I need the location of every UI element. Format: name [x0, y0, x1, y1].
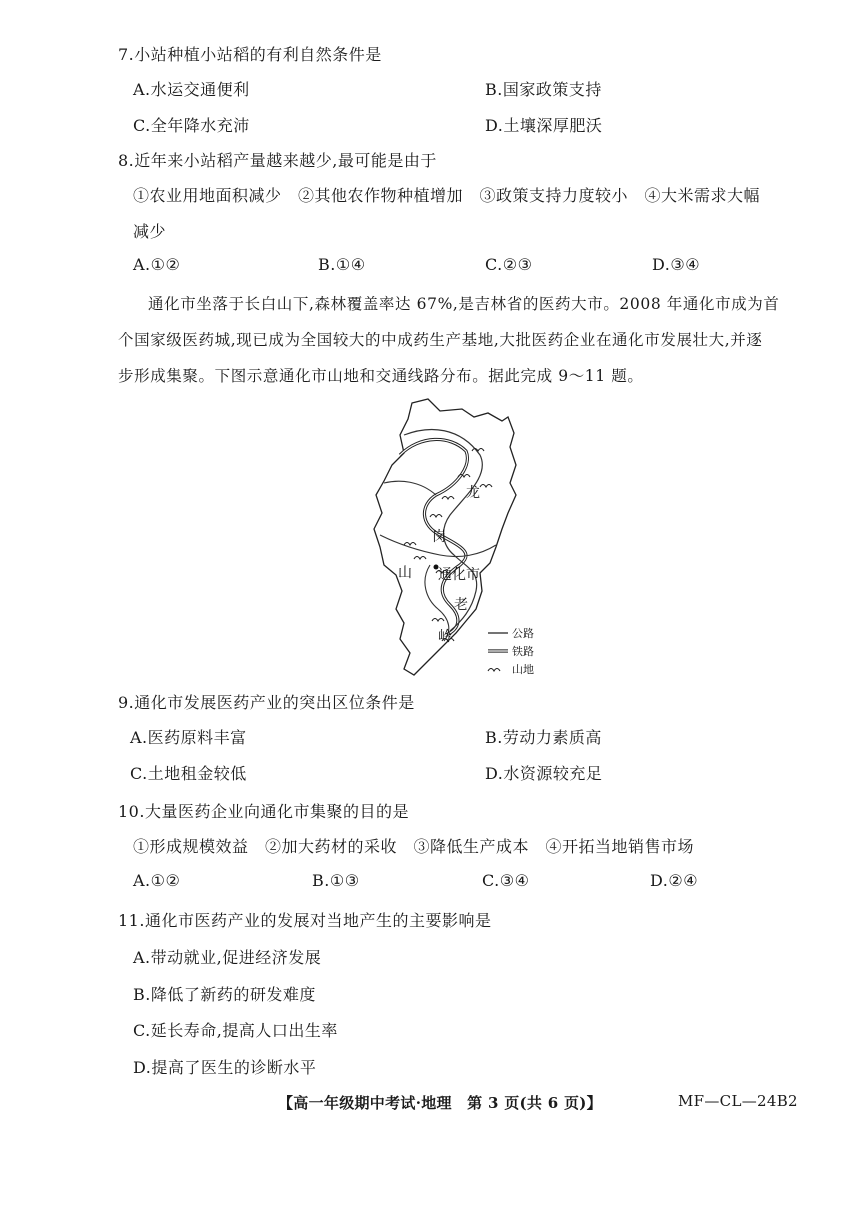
question-10-statements: ①形成规模效益 ②加大药材的采收 ③降低生产成本 ④开拓当地销售市场 [133, 837, 695, 856]
question-8-statements-line2: 减少 [133, 222, 167, 241]
question-11-option-b[interactable]: B.降低了新药的研发难度 [133, 985, 316, 1004]
page-footer-title: 【高一年级期中考试·地理 第 3 页(共 6 页)】 [278, 1094, 602, 1112]
question-8-option-d[interactable]: D.③④ [652, 255, 701, 274]
question-8-stem: 8.近年来小站稻产量越来越少,最可能是由于 [118, 151, 437, 170]
question-9-option-d[interactable]: D.水资源较充足 [485, 764, 603, 783]
question-7-option-d[interactable]: D.土壤深厚肥沃 [485, 116, 603, 135]
question-10-stem: 10.大量医药企业向通化市集聚的目的是 [118, 802, 409, 821]
passage-line-3: 步形成集聚。下图示意通化市山地和交通线路分布。据此完成 9～11 题。 [118, 367, 644, 385]
map-label-shan: 山 [398, 565, 412, 581]
road-line-4 [384, 481, 436, 495]
question-10-option-d[interactable]: D.②④ [650, 871, 699, 890]
question-11-option-c[interactable]: C.延长寿命,提高人口出生率 [133, 1021, 338, 1040]
question-9-option-b[interactable]: B.劳动力素质高 [485, 728, 602, 747]
question-7-stem: 7.小站种植小站稻的有利自然条件是 [118, 45, 382, 64]
legend-mountain-symbol [488, 669, 500, 672]
question-11-option-a[interactable]: A.带动就业,促进经济发展 [133, 948, 322, 967]
map-legend [488, 627, 534, 676]
passage-line-2: 个国家级医药城,现已成为全国较大的中成药生产基地,大批医药企业在通化市发展壮大,并逐 [118, 331, 763, 349]
legend-mountain-label: 山地 [512, 663, 534, 676]
question-8-statements-line1: ①农业用地面积减少 ②其他农作物种植增加 ③政策支持力度较小 ④大米需求大幅 [133, 186, 761, 205]
map-label-long: 龙 [466, 485, 480, 501]
question-10-option-b[interactable]: B.①③ [312, 871, 360, 890]
question-8-option-a[interactable]: A.①② [133, 255, 181, 274]
question-9-option-a[interactable]: A.医药原料丰富 [130, 728, 247, 747]
question-11-stem: 11.通化市医药产业的发展对当地产生的主要影响是 [118, 911, 492, 930]
question-8-option-c[interactable]: C.②③ [485, 255, 533, 274]
question-9-stem: 9.通化市发展医药产业的突出区位条件是 [118, 693, 415, 712]
question-7-option-c[interactable]: C.全年降水充沛 [133, 116, 250, 135]
question-10-option-c[interactable]: C.③④ [482, 871, 530, 890]
question-7-option-a[interactable]: A.水运交通便利 [133, 80, 250, 99]
passage-line-1: 通化市坐落于长白山下,森林覆盖率达 67%,是吉林省的医药大市。2008 年通化市成为首 [148, 295, 780, 313]
map-label-lao: 老 [454, 597, 468, 613]
page-footer-code: MF—CL—24B2 [678, 1092, 798, 1110]
question-11-option-d[interactable]: D.提高了医生的诊断水平 [133, 1058, 317, 1077]
tonghua-map-figure [370, 395, 550, 685]
map-label-gang: 岗 [432, 529, 446, 545]
map-label-city: 通化市 [438, 567, 480, 583]
map-label-ling: 岭 [438, 629, 452, 645]
question-10-option-a[interactable]: A.①② [133, 871, 181, 890]
legend-road-label: 公路 [512, 627, 534, 640]
legend-railway-label: 铁路 [512, 645, 534, 658]
question-9-option-c[interactable]: C.土地租金较低 [130, 764, 247, 783]
question-8-option-b[interactable]: B.①④ [318, 255, 366, 274]
question-7-option-b[interactable]: B.国家政策支持 [485, 80, 602, 99]
